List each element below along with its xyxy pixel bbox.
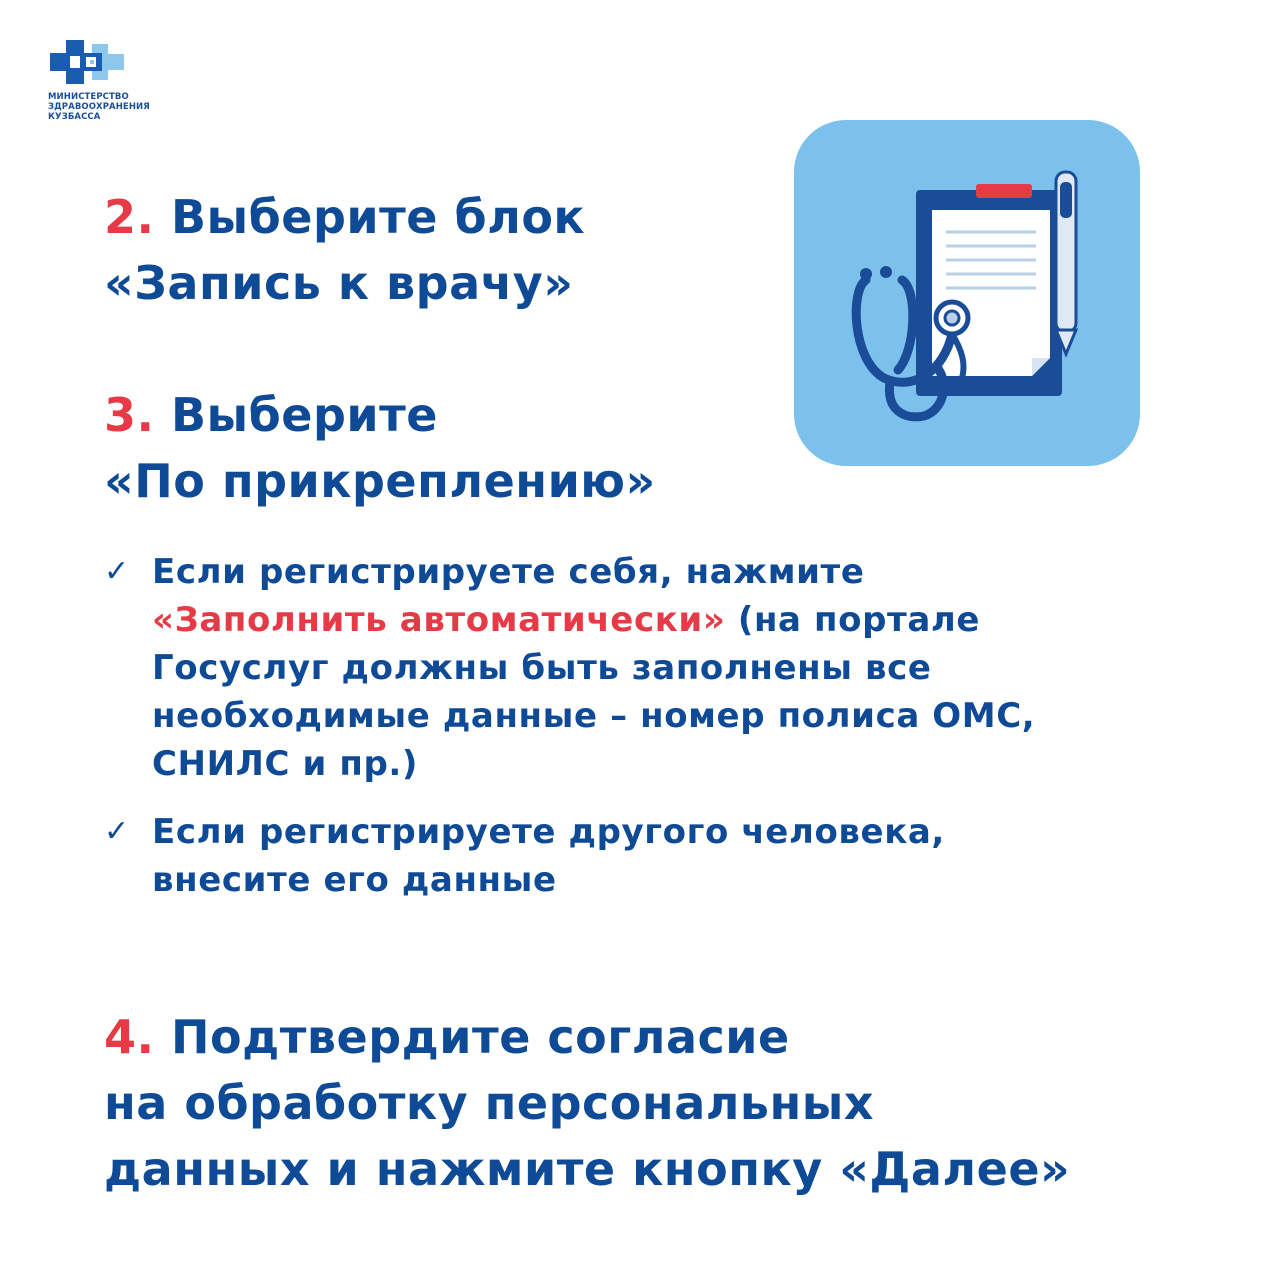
list-item-text: необходимые данные – номер полиса ОМС, [152,696,1036,736]
list-item-text: Если регистрируете другого человека, [152,812,945,852]
step-4-heading [104,1004,1070,1202]
list-item [104,548,1224,788]
checkmark-icon: ✓ [104,814,130,849]
clipboard-stethoscope-illustration [794,120,1140,466]
step-text: «По прикреплению» [104,454,656,508]
list-item-text: СНИЛС и пр.) [152,744,419,784]
step-number: 3. [104,388,155,442]
step-text: «Запись к врачу» [104,256,574,310]
instruction-list [104,548,1224,904]
list-item-text: Если регистрируете себя, нажмите [152,552,865,592]
step-3-heading [104,382,656,514]
clipboard-stethoscope-icon [794,120,1140,466]
step-text: на обработку персональных [104,1076,875,1130]
step-number: 4. [104,1010,155,1064]
step-number: 2. [104,190,155,244]
autofill-highlight: «Заполнить автоматически» [152,600,726,640]
step-text: Подтвердите согласие [171,1010,790,1064]
logo-line: ЗДРАВООХРАНЕНИЯ [48,102,150,112]
step-text: данных и нажмите кнопку «Далее» [104,1142,1071,1196]
step-text: Выберите [171,388,438,442]
list-item [104,808,1224,904]
list-item-text: (на портале [725,600,981,640]
checkmark-icon: ✓ [104,554,130,589]
list-item-text: Госуслуг должны быть заполнены все [152,648,932,688]
list-item-text: внесите его данные [152,860,557,900]
step-2-heading [104,184,585,316]
logo-line: МИНИСТЕРСТВО [48,92,129,102]
step-text: Выберите блок [171,190,586,244]
ministry-logo [48,38,188,122]
logo-line: КУЗБАССА [48,112,101,122]
medical-cross-logo-icon [48,38,128,86]
